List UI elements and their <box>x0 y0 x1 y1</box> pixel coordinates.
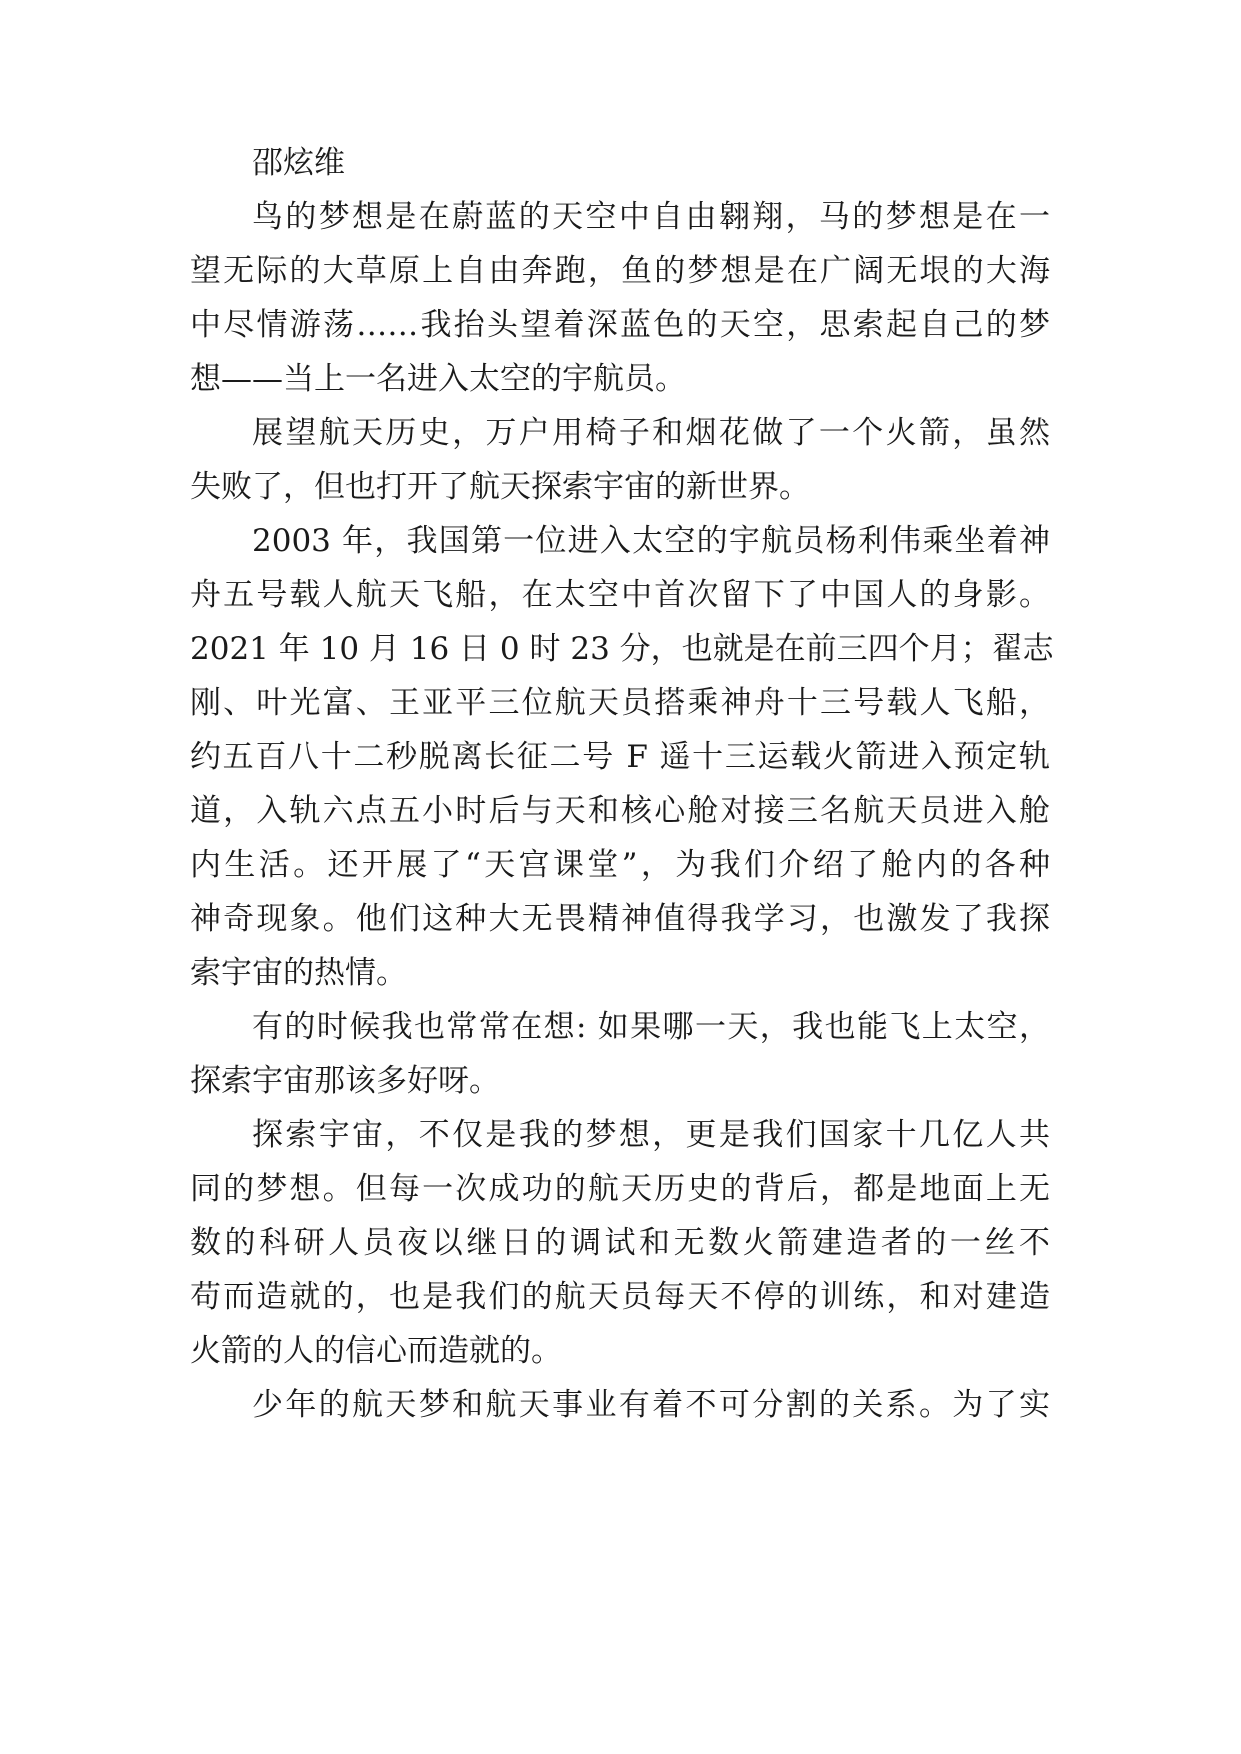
paragraph-line: 内生活。还开展了“天宫课堂”，为我们介绍了舱内的各种 <box>190 847 1050 883</box>
paragraph-line: 约五百八十二秒脱离长征二号 F 遥十三运载火箭进入预定轨 <box>190 739 1050 775</box>
paragraph-line: 道，入轨六点五小时后与天和核心舱对接三名航天员进入舱 <box>190 793 1050 829</box>
paragraph-line: 数的科研人员夜以继日的调试和无数火箭建造者的一丝不 <box>190 1225 1050 1261</box>
paragraph-line: 中尽情游荡……我抬头望着深蓝色的天空，思索起自己的梦 <box>190 307 1050 343</box>
paragraph-line: 火箭的人的信心而造就的。 <box>190 1333 562 1369</box>
paragraph-line: 鸟的梦想是在蔚蓝的天空中自由翱翔，马的梦想是在一 <box>252 199 1050 235</box>
paragraph-line: 失败了，但也打开了航天探索宇宙的新世界。 <box>190 469 810 505</box>
paragraph-line: 索宇宙的热情。 <box>190 955 407 991</box>
paragraph-line: 少年的航天梦和航天事业有着不可分割的关系。为了实 <box>252 1387 1050 1423</box>
paragraph-line: 苟而造就的，也是我们的航天员每天不停的训练，和对建造 <box>190 1279 1050 1315</box>
paragraph-line: 望无际的大草原上自由奔跑，鱼的梦想是在广阔无垠的大海 <box>190 253 1050 289</box>
paragraph-line: 舟五号载人航天飞船，在太空中首次留下了中国人的身影。 <box>190 577 1050 613</box>
paragraph-line: 刚、叶光富、王亚平三位航天员搭乘神舟十三号载人飞船， <box>190 685 1050 721</box>
paragraph-line: 展望航天历史，万户用椅子和烟花做了一个火箭，虽然 <box>252 415 1050 451</box>
paragraph-line: 神奇现象。他们这种大无畏精神值得我学习，也激发了我探 <box>190 901 1050 937</box>
paragraph-line: 2003 年，我国第一位进入太空的宇航员杨利伟乘坐着神 <box>252 523 1050 559</box>
author-name: 邵炫维 <box>252 145 345 181</box>
paragraph-line: 有的时候我也常常在想: 如果哪一天，我也能飞上太空， <box>252 1009 1050 1045</box>
paragraph-line: 探索宇宙，不仅是我的梦想，更是我们国家十几亿人共 <box>252 1117 1050 1153</box>
paragraph-line: 同的梦想。但每一次成功的航天历史的背后，都是地面上无 <box>190 1171 1050 1207</box>
paragraph-line: 探索宇宙那该多好呀。 <box>190 1063 500 1099</box>
paragraph-line: 想——当上一名进入太空的宇航员。 <box>190 361 686 397</box>
paragraph-line: 2021 年 10 月 16 日 0 时 23 分，也就是在前三四个月；翟志 <box>190 631 1054 667</box>
